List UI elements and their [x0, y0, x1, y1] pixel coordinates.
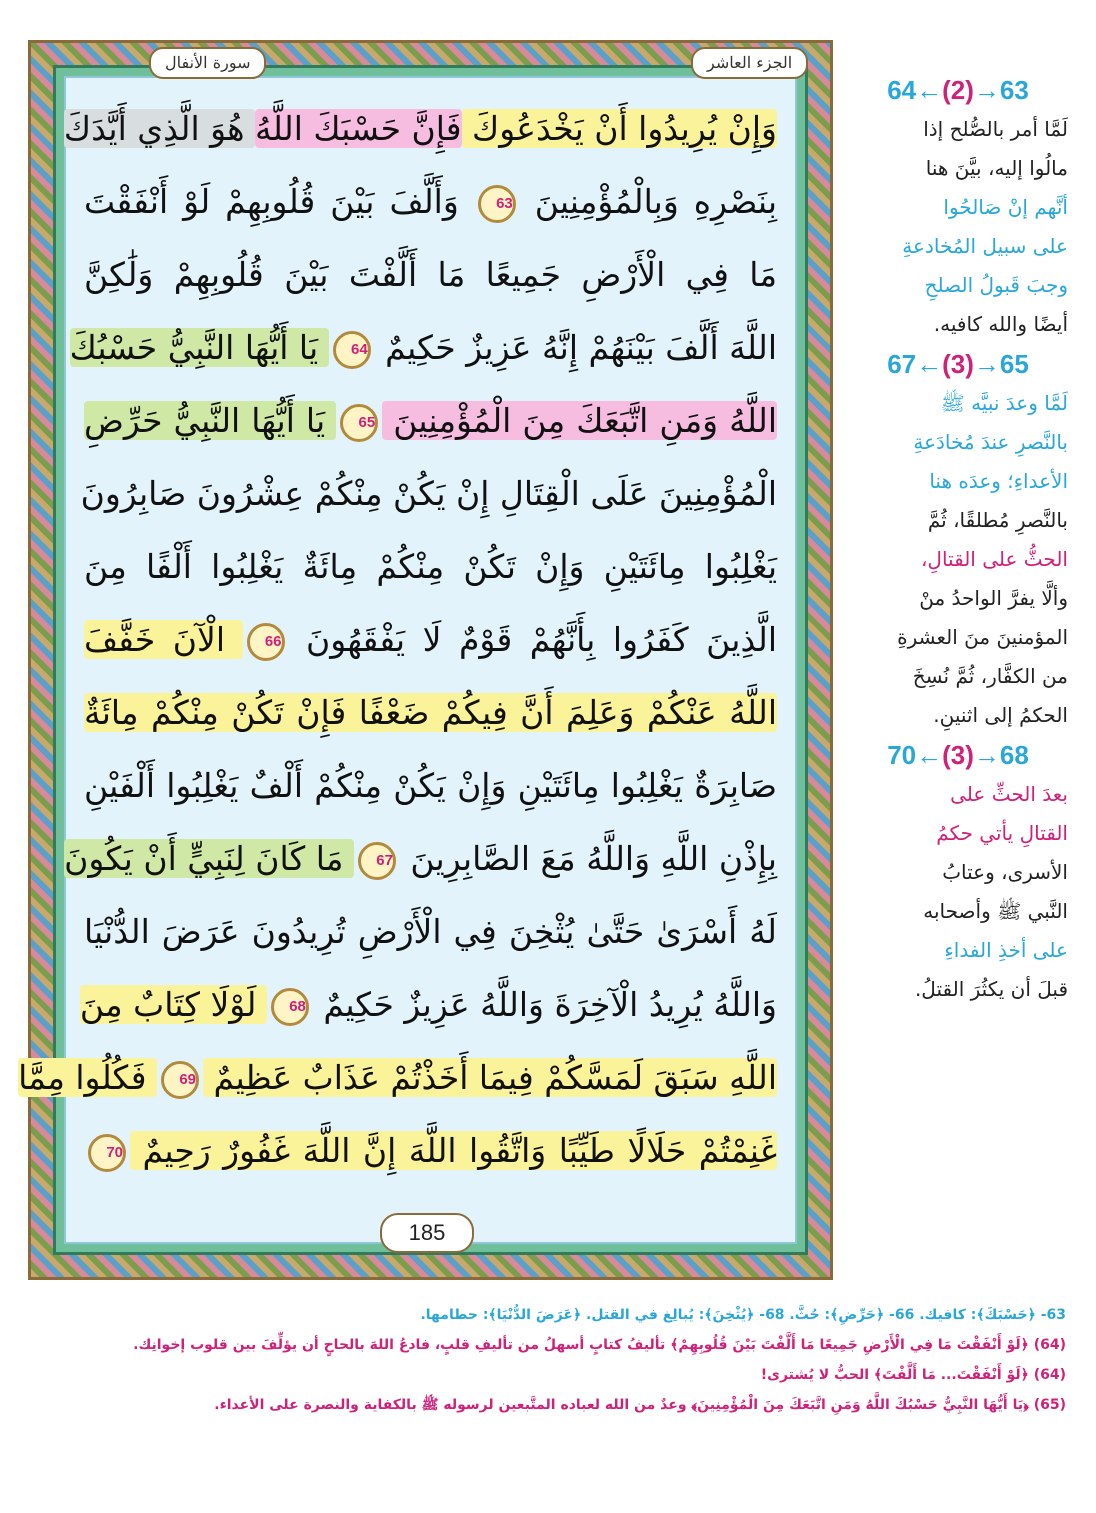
ayah-number-marker: 70: [88, 1134, 126, 1172]
verse-text: الَّذِينَ كَفَرُوا بِأَنَّهُمْ قَوْمٌ لَا يَفْقَهُونَ: [288, 620, 777, 659]
commentary-line: من الكفَّار، ثُمَّ نُسِخَ: [912, 664, 1068, 688]
commentary-line: الأسرى، وعتابُ: [942, 860, 1068, 884]
verse-count: (3): [942, 349, 974, 379]
verse-line: [84, 895, 777, 968]
footnotes: [30, 1300, 1066, 1420]
verse-line: [79, 968, 777, 1041]
ayah-number-marker: 63: [478, 185, 516, 223]
verse-line: [84, 165, 777, 238]
verse-line: [63, 92, 777, 165]
verse-line: [80, 457, 777, 530]
verse-line: [84, 530, 777, 603]
commentary-line: القتالِ يأتي حكمُ: [936, 821, 1068, 845]
verse-line: [84, 1114, 777, 1187]
verse-text: اللَّهُ وَمَنِ اتَّبَعَكَ مِنَ الْمُؤْمِنِينَ: [382, 401, 777, 440]
verse-text: اللَّهُ عَنْكُمْ وَعَلِمَ أَنَّ فِيكُمْ ضَعْفًا فَإِنْ تَكُنْ مِنْكُمْ مِائَةٌ: [84, 693, 777, 732]
verse-text: مَا كَانَ لِنَبِيٍّ أَنْ يَكُونَ: [64, 839, 354, 878]
commentary-line: بالنَّصرِ مُطلقًا، ثُمَّ: [927, 508, 1068, 532]
ornamental-frame: [18, 40, 833, 1280]
footnote-vocab: 63- ﴿حَسْبَكَ﴾: كافيك. 66- ﴿حَرِّضِ﴾: حُثَّ. 68- ﴿يُثْخِنَ﴾: يُبالِغ في القتل. ﴿عَرَضَ الدُّنْيَا﴾: حطامها.: [420, 1307, 1066, 1323]
range-start: 64: [887, 75, 917, 105]
ayah-number-marker: 66: [247, 623, 285, 661]
verse-text: وَأَلَّفَ بَيْنَ قُلُوبِهِمْ لَوْ أَنْفَقْتَ: [84, 182, 474, 221]
verse-line: [84, 384, 777, 457]
verse-line: [69, 311, 777, 384]
commentary-line: أيضًا والله كافيه.: [933, 312, 1068, 336]
footnote-reflection: (64) ﴿لَوْ أَنْفَقْتَ مَا فِي الْأَرْضِ جَمِيعًا مَا أَلَّفْتَ بَيْنَ قُلُوبِهِمْ﴾ تأليفُ كتابٍ أسهلُ من تأليفِ قلبٍ، فادعُ اللهَ بالحاحٍ أن يؤلِّفَ بين قلوب إخوانِك.: [133, 1337, 1066, 1353]
commentary-line: على أخذِ الفداءِ: [944, 938, 1068, 962]
section-heading: 64←(2)→63: [887, 75, 1029, 105]
side-commentary: [848, 70, 1068, 1009]
verse-text: اللَّهِ سَبَقَ لَمَسَّكُمْ فِيمَا أَخَذْتُمْ عَذَابٌ عَظِيمٌ: [203, 1058, 777, 1097]
commentary-line: المؤمنينَ منَ العشرةِ: [897, 625, 1068, 649]
verse-text: لَوْلَا كِتَابٌ مِنَ: [79, 985, 267, 1024]
juz-title-badge: الجزء العاشر: [691, 47, 808, 79]
verse-text: هُوَ الَّذِي أَيَّدَكَ: [63, 109, 256, 148]
verse-text: لَهُ أَسْرَىٰ حَتَّىٰ يُثْخِنَ فِي الْأَرْضِ تُرِيدُونَ عَرَضَ الدُّنْيَا: [84, 912, 777, 951]
commentary-line: بالنَّصرِ عندَ مُخادَعةِ: [913, 430, 1068, 454]
range-end: 65: [999, 349, 1029, 379]
commentary-line: لَمَّا أمر بالصُّلح إذا: [923, 117, 1068, 141]
verse-count: (3): [942, 740, 974, 770]
verse-text: يَغْلِبُوا مِائَتَيْنِ وَإِنْ تَكُنْ مِنْكُمْ مِائَةٌ يَغْلِبُوا أَلْفًا مِنَ: [84, 547, 777, 586]
range-start: 70: [887, 740, 917, 770]
commentary-line: الحكمُ إلى اثنينِ.: [933, 703, 1068, 727]
frame-inner-border: [18, 65, 808, 1255]
commentary-line: على سبيل المُخادعةِ: [902, 234, 1068, 258]
verse-line: [84, 676, 777, 749]
commentary-line: النَّبي ﷺ وأصحابه: [923, 899, 1068, 923]
commentary-line: مالُوا إليه، بيَّنَ هنا: [925, 156, 1068, 180]
commentary-line: أنَّهم إنْ صَالحُوا: [943, 195, 1068, 219]
surah-title-badge: سورة الأنفال: [149, 47, 266, 79]
verse-text: بِنَصْرِهِ وَبِالْمُؤْمِنِينَ: [519, 182, 777, 221]
verse-text: الْمُؤْمِنِينَ عَلَى الْقِتَالِ إِنْ يَكُنْ مِنْكُمْ عِشْرُونَ صَابِرُونَ: [80, 474, 777, 513]
commentary-line: الحثُّ على القتالِ،: [920, 547, 1068, 571]
verse-text: مَا فِي الْأَرْضِ جَمِيعًا مَا أَلَّفْتَ بَيْنَ قُلُوبِهِمْ وَلَٰكِنَّ: [84, 255, 777, 294]
commentary-line: الأعداءِ؛ وعدَه هنا: [929, 469, 1068, 493]
range-end: 68: [999, 740, 1029, 770]
verse-line: [84, 749, 777, 822]
commentary-line: وألَّا يفرَّ الواحدُ منْ: [919, 586, 1068, 610]
verse-line: [18, 1041, 777, 1114]
verse-text: فَكُلُوا مِمَّا: [18, 1058, 157, 1097]
section-heading: 67←(3)→65: [887, 349, 1029, 379]
commentary-line: لَمَّا وعدَ نبيَّه ﷺ: [940, 391, 1068, 415]
quran-text-panel: [18, 76, 797, 1244]
verse-text: يَا أَيُّهَا النَّبِيُّ حَرِّضِ: [84, 401, 337, 440]
footnote-reflection: (64) ﴿لَوْ أَنْفَقْتَ... مَا أَلَّفْتَ﴾ الحبُّ لا يُشترى!: [760, 1367, 1066, 1383]
page-number: 185: [380, 1213, 474, 1253]
commentary-line: قبلَ أن يكثُرَ القتلُ.: [914, 977, 1068, 1001]
ayah-number-marker: 65: [340, 404, 378, 442]
verse-text: وَإِنْ يُرِيدُوا أَنْ يَخْدَعُوكَ: [461, 109, 777, 148]
range-start: 67: [887, 349, 917, 379]
section-heading: 70←(3)→68: [887, 740, 1029, 770]
ayah-number-marker: 64: [333, 331, 371, 369]
verse-line: [84, 238, 777, 311]
verse-count: (2): [942, 75, 974, 105]
verse-text: فَإِنَّ حَسْبَكَ اللَّهُ: [255, 109, 462, 148]
verse-text: وَاللَّهُ يُرِيدُ الْآخِرَةَ وَاللَّهُ عَزِيزٌ حَكِيمٌ: [312, 985, 777, 1024]
verse-line: [84, 603, 777, 676]
verse-text: صَابِرَةٌ يَغْلِبُوا مِائَتَيْنِ وَإِنْ يَكُنْ مِنْكُمْ أَلْفٌ يَغْلِبُوا أَلْفَيْنِ: [84, 766, 777, 805]
verse-text: الْآنَ خَفَّفَ: [84, 620, 243, 659]
verse-text: اللَّهَ أَلَّفَ بَيْنَهُمْ إِنَّهُ عَزِيزٌ حَكِيمٌ: [374, 328, 777, 367]
footnote-reflection: (65) ﴿يَا أَيُّهَا النَّبِيُّ حَسْبُكَ اللَّهُ وَمَنِ اتَّبَعَكَ مِنَ الْمُؤْمِنِينَ﴾ وعدٌ من الله لعباده المتَّبعين لرسوله ﷺ بالكفاية والنصرة على الأعداء.: [214, 1397, 1066, 1413]
verse-line: [64, 822, 777, 895]
ayah-number-marker: 69: [161, 1061, 199, 1099]
commentary-line: وجبَ قَبولُ الصلحِ: [924, 273, 1068, 297]
verse-text: بِإِذْنِ اللَّهِ وَاللَّهُ مَعَ الصَّابِرِينَ: [399, 839, 777, 878]
verse-text: غَنِمْتُمْ حَلَالًا طَيِّبًا وَاتَّقُوا اللَّهَ إِنَّ اللَّهَ غَفُورٌ رَحِيمٌ: [130, 1131, 777, 1170]
verse-text: يَا أَيُّهَا النَّبِيُّ حَسْبُكَ: [69, 328, 329, 367]
range-end: 63: [999, 75, 1029, 105]
ayah-number-marker: 68: [271, 988, 309, 1026]
commentary-line: بعدَ الحثِّ على: [950, 782, 1068, 806]
verse-block: [18, 92, 777, 1187]
ayah-number-marker: 67: [358, 842, 396, 880]
